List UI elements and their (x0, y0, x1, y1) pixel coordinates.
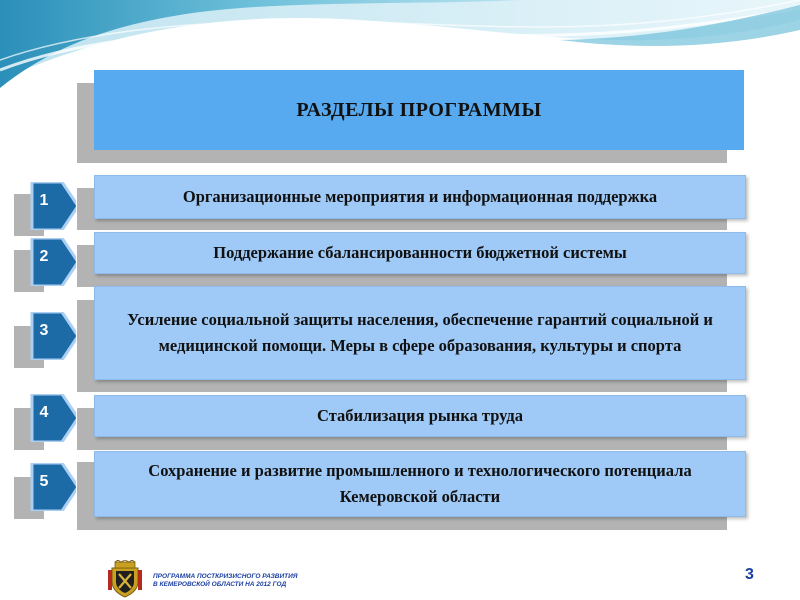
section-1-badge (14, 182, 76, 230)
kemerovo-coat-of-arms-icon (106, 560, 144, 598)
section-2-badge (14, 238, 76, 286)
section-4-badge (14, 394, 76, 442)
section-5-box (94, 451, 746, 517)
footer-program-line-1: ПРОГРАММА ПОСТКРИЗИСНОГО РАЗВИТИЯ (153, 573, 298, 580)
section-label: Усиление социальной защиты населения, обеспечение гарантий социальной и медицинской помощи. Меры в сфере образования, культуры и спорта (127, 310, 713, 355)
section-number: 5 (39, 473, 49, 490)
section-4-box (94, 395, 746, 437)
section-2-box (94, 232, 746, 274)
section-number: 1 (39, 192, 49, 209)
footer-program-line-2: В КЕМЕРОВСКОЙ ОБЛАСТИ НА 2012 ГОД (153, 581, 287, 588)
section-number: 4 (39, 404, 49, 421)
section-number: 2 (39, 248, 49, 265)
section-label: Стабилизация рынка труда (317, 406, 523, 425)
footer-program-title (153, 573, 298, 589)
section-3-box (94, 286, 746, 380)
page-title: РАЗДЕЛЫ ПРОГРАММЫ (296, 98, 542, 121)
section-label: Поддержание сбалансированности бюджетной системы (213, 243, 627, 262)
section-label: Сохранение и развитие промышленного и технологического потенциала Кемеровской области (148, 461, 692, 506)
section-5-badge (14, 463, 76, 511)
title-box (94, 70, 744, 150)
section-number: 3 (39, 322, 49, 339)
section-label: Организационные мероприятия и информационная поддержка (182, 187, 658, 206)
section-3-badge (14, 312, 76, 360)
section-1-box (94, 175, 746, 219)
page-number: 3 (745, 566, 754, 583)
